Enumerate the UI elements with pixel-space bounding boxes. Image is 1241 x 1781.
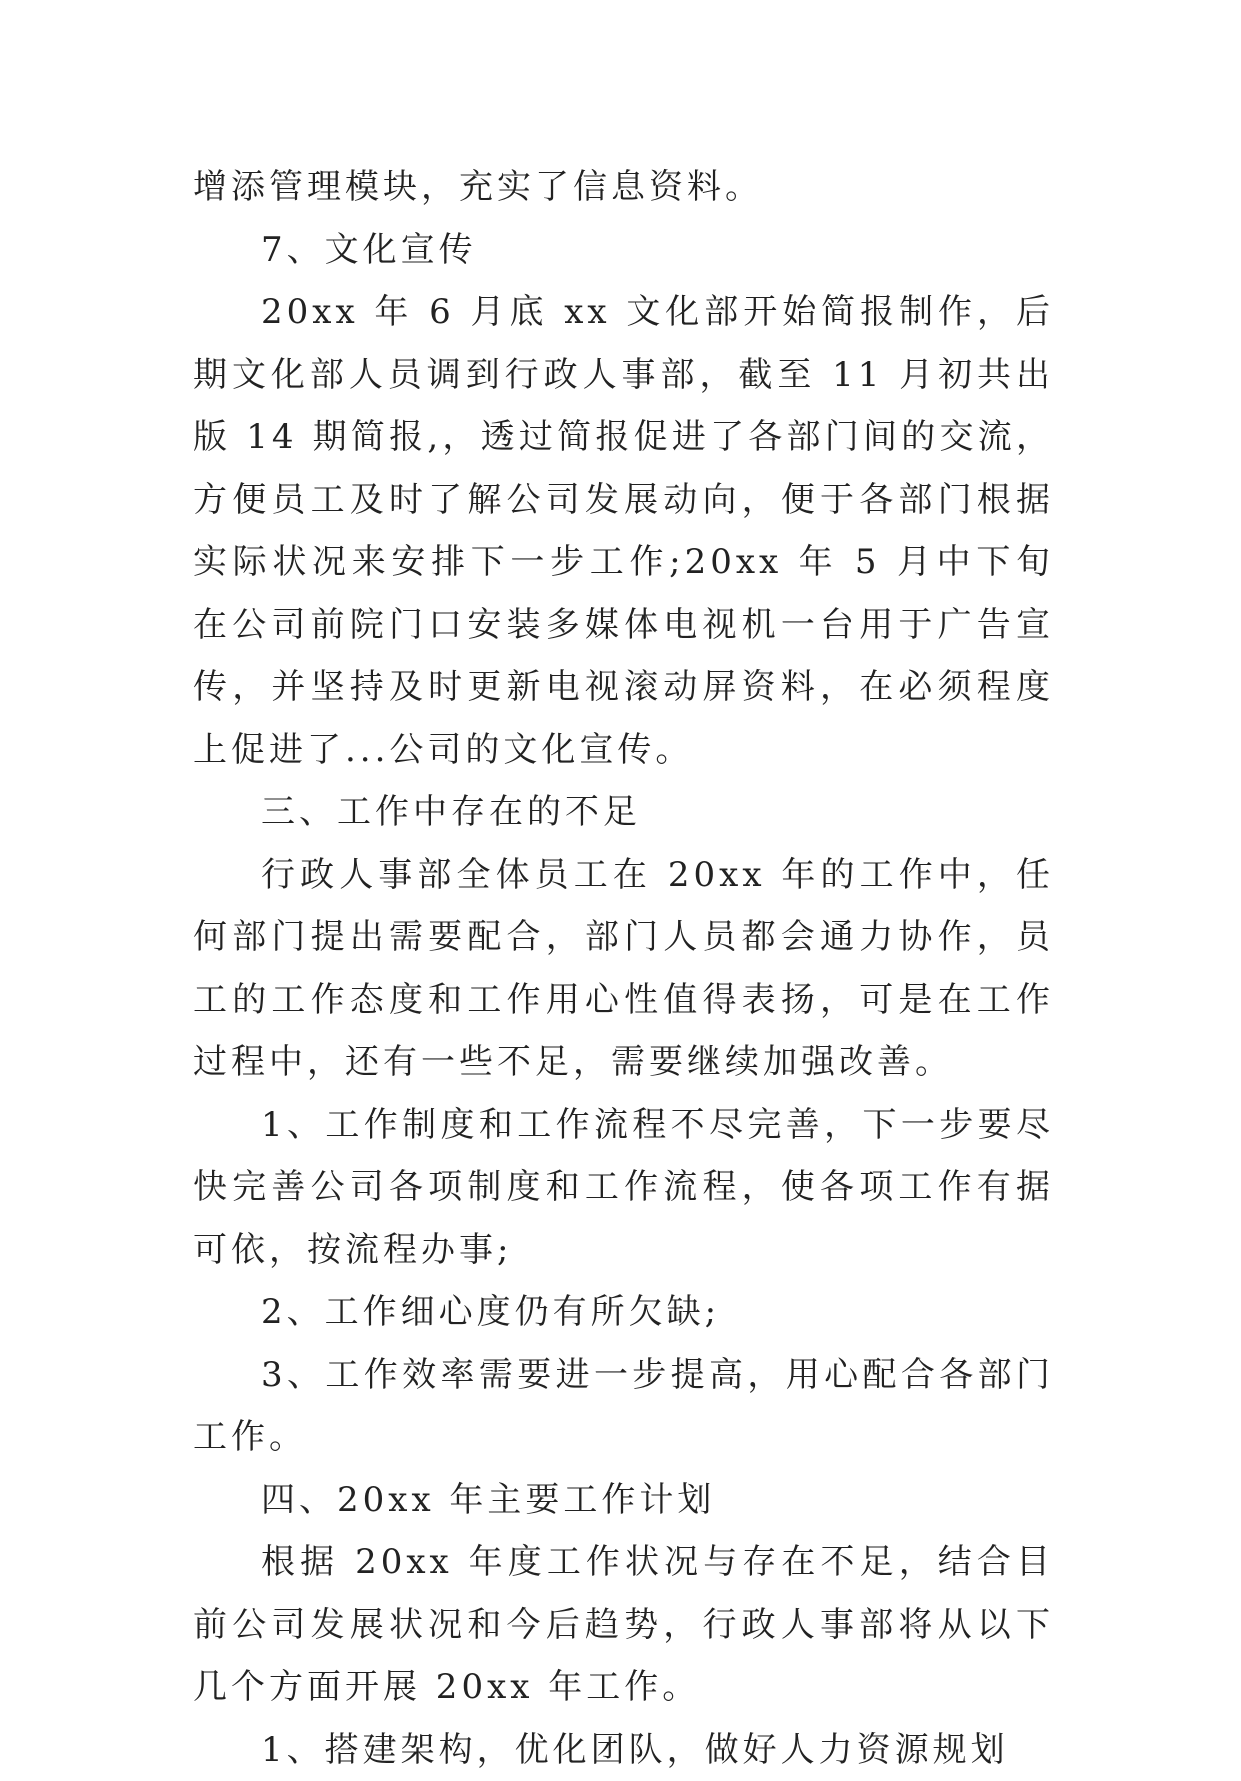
- paragraph-continuation: 增添管理模块，充实了信息资料。: [193, 156, 1054, 219]
- section-heading-plan: 四、20xx 年主要工作计划: [193, 1469, 1054, 1532]
- list-item-2: 2、工作细心度仍有所欠缺;: [193, 1281, 1054, 1344]
- list-item-1: 1、工作制度和工作流程不尽完善，下一步要尽快完善公司各项制度和工作流程，使各项工作有据可依，按流程办事;: [193, 1094, 1054, 1282]
- document-body: [193, 156, 1054, 1781]
- paragraph-shortcomings: 行政人事部全体员工在 20xx 年的工作中，任何部门提出需要配合，部门人员都会通力协作，员工的工作态度和工作用心性值得表扬，可是在工作过程中，还有一些不足，需要继续加强改善。: [193, 844, 1054, 1094]
- paragraph-culture: 20xx 年 6 月底 xx 文化部开始简报制作，后期文化部人员调到行政人事部，截至 11 月初共出版 14 期简报,，透过简报促进了各部门间的交流，方便员工及时了解公司发展动向，便于各部门根据实际状况来安排下一步工作;20xx 年 5 月中下旬在公司前院门口安装多媒体电视机一台用于广告宣传，并坚持及时更新电视滚动屏资料，在必须程度上促进了...公司的文化宣传。: [193, 281, 1054, 781]
- section-heading-shortcomings: 三、工作中存在的不足: [193, 781, 1054, 844]
- section-heading-culture: 7、文化宣传: [193, 219, 1054, 282]
- list-item-3: 3、工作效率需要进一步提高，用心配合各部门工作。: [193, 1344, 1054, 1469]
- paragraph-plan: 根据 20xx 年度工作状况与存在不足，结合目前公司发展状况和今后趋势，行政人事部将从以下几个方面开展 20xx 年工作。: [193, 1531, 1054, 1719]
- plan-item-1: 1、搭建架构，优化团队，做好人力资源规划: [193, 1719, 1054, 1781]
